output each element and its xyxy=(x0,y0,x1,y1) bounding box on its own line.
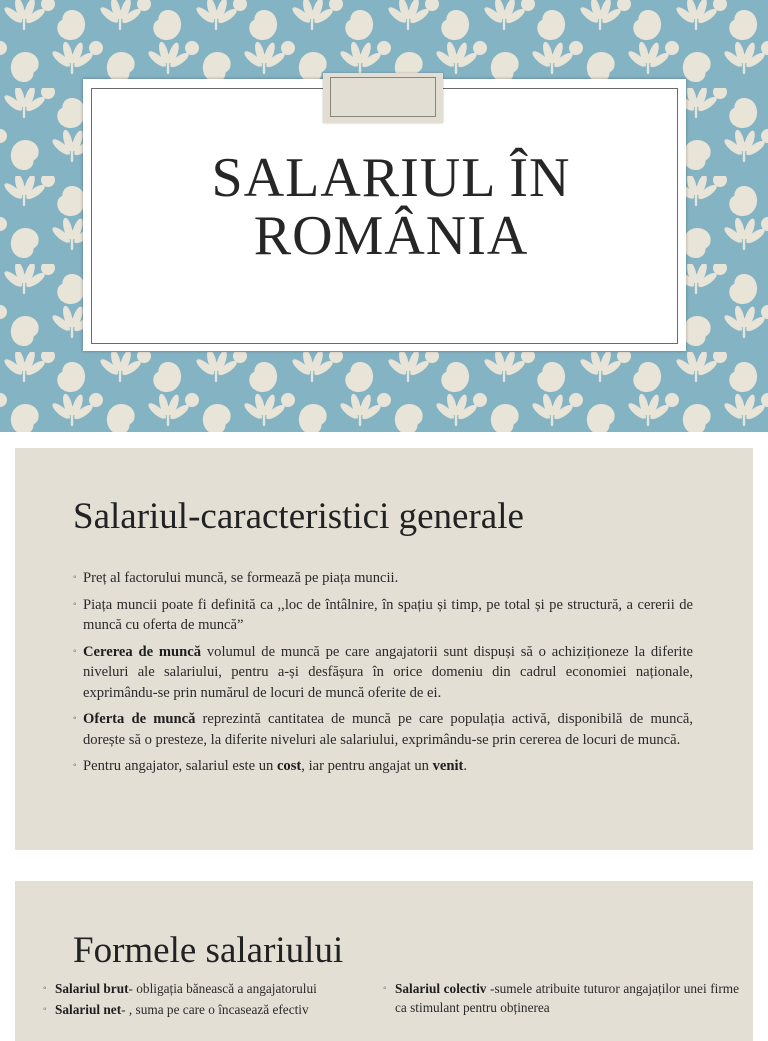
bullet-marker: ◦ xyxy=(383,983,387,994)
slide-characteristics xyxy=(15,448,753,850)
list-item: ◦ Preț al factorului muncă, se formează pe piața muncii. xyxy=(73,568,693,589)
slide-heading: Formele salariului xyxy=(73,930,344,971)
bullet-marker: ◦ xyxy=(73,598,77,610)
bullet-marker: ◦ xyxy=(43,983,47,994)
bullet-marker: ◦ xyxy=(73,572,77,583)
list-item: ◦ Piața muncii poate fi definită ca ,,loc de întâlnire, în spațiu și timp, pe total și pe structură, a cererii de muncă cu oferta de muncă” xyxy=(73,596,693,633)
title-panel xyxy=(83,79,686,351)
bullet-marker: ◦ xyxy=(43,1004,47,1015)
bullet-list xyxy=(73,568,693,783)
right-column xyxy=(383,979,739,1019)
slide-heading: Salariul-caracteristici generale xyxy=(73,496,524,537)
bullet-marker: ◦ xyxy=(73,645,77,657)
slide-salary-forms xyxy=(15,881,753,1041)
left-column xyxy=(43,979,353,1021)
list-item: ◦ Oferta de muncă reprezintă cantitatea de muncă pe care populația activă, disponibilă de muncă, dorește să o presteze, la diferite niveluri ale salariului, exprimându-se prin cererea de locuri de muncă. xyxy=(73,711,693,748)
bullet-marker: ◦ xyxy=(73,760,77,771)
list-item: ◦ Pentru angajator, salariul este un cost, iar pentru angajat un venit. xyxy=(73,756,693,777)
list-item: ◦ Salariul brut- obligația bănească a angajatorului xyxy=(43,981,317,996)
list-item: ◦ Salariul net- , suma pe care o încasează efectiv xyxy=(43,1002,309,1017)
bullet-marker: ◦ xyxy=(73,713,77,724)
title-tab-decoration xyxy=(323,73,443,123)
title-line-1: SALARIUL ÎN xyxy=(211,147,571,209)
presentation-title xyxy=(83,149,686,265)
title-slide xyxy=(0,0,768,432)
list-item: ◦ Salariul colectiv -sumele atribuite tuturor angajaților unei firme ca stimulant pentru obținerea xyxy=(383,981,740,1015)
title-line-2: ROMÂNIA xyxy=(253,205,529,267)
list-item: ◦ Cererea de muncă volumul de muncă pe care angajatorii sunt dispuși să o achiziționeze la diferite niveluri ale salariului, pentru a-și desfășura în orice domeniu din cadrul economiei naționale, exprimându-se prin numărul de locuri de muncă oferite de ei. xyxy=(73,643,694,701)
